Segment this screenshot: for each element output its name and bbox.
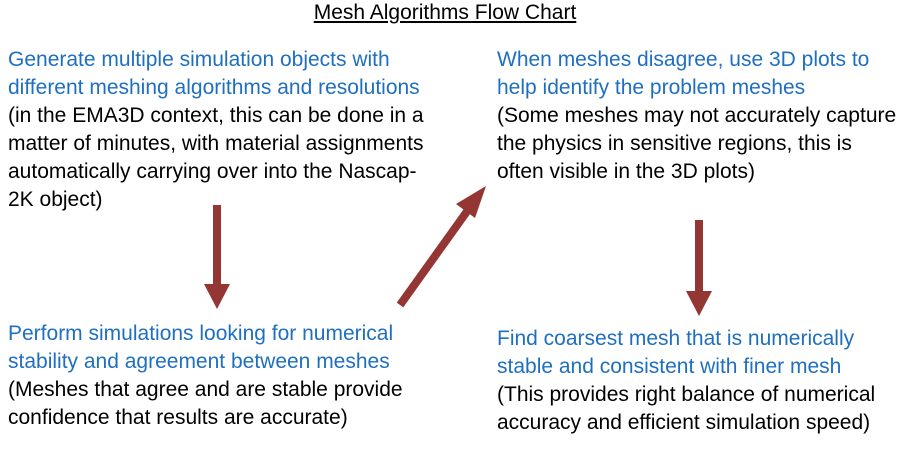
step-heading-line: help identify the problem meshes [497,76,806,99]
step-body-line: accuracy and efficient simulation speed) [497,411,871,434]
step-body-line: (Some meshes may not accurately capture [497,104,897,127]
step-heading-line: stable and consistent with finer mesh [497,355,842,378]
step-heading-line: Find coarsest mesh that is numerically [497,327,855,350]
arrow-down-icon [204,205,230,309]
step-body-line: confidence that results are accurate) [8,406,348,429]
step-heading-line: When meshes disagree, use 3D plots to [497,48,870,71]
chart-title: Mesh Algorithms Flow Chart [313,1,577,24]
step-body-line: (in the EMA3D context, this can be done in a [8,104,424,127]
step-body-line: (Meshes that agree and are stable provide [8,378,403,401]
arrow-down-icon [686,220,712,316]
step-body-line: the physics in sensitive regions, this is [497,132,852,155]
arrow-diagonal-icon [400,186,486,305]
step-heading-line: Perform simulations looking for numerical [8,322,394,345]
step-body-line: 2K object) [8,188,103,211]
step-heading-line: Generate multiple simulation objects with [8,48,390,71]
step-body-line: (This provides right balance of numerical [497,383,876,406]
step-body-line: often visible in the 3D plots) [497,160,755,183]
step-body-line: automatically carrying over into the Nascap- [8,160,417,183]
step-heading-line: stability and agreement between meshes [8,350,390,373]
step-heading-line: different meshing algorithms and resolutions [8,76,420,99]
step-body-line: matter of minutes, with material assignments [8,132,424,155]
